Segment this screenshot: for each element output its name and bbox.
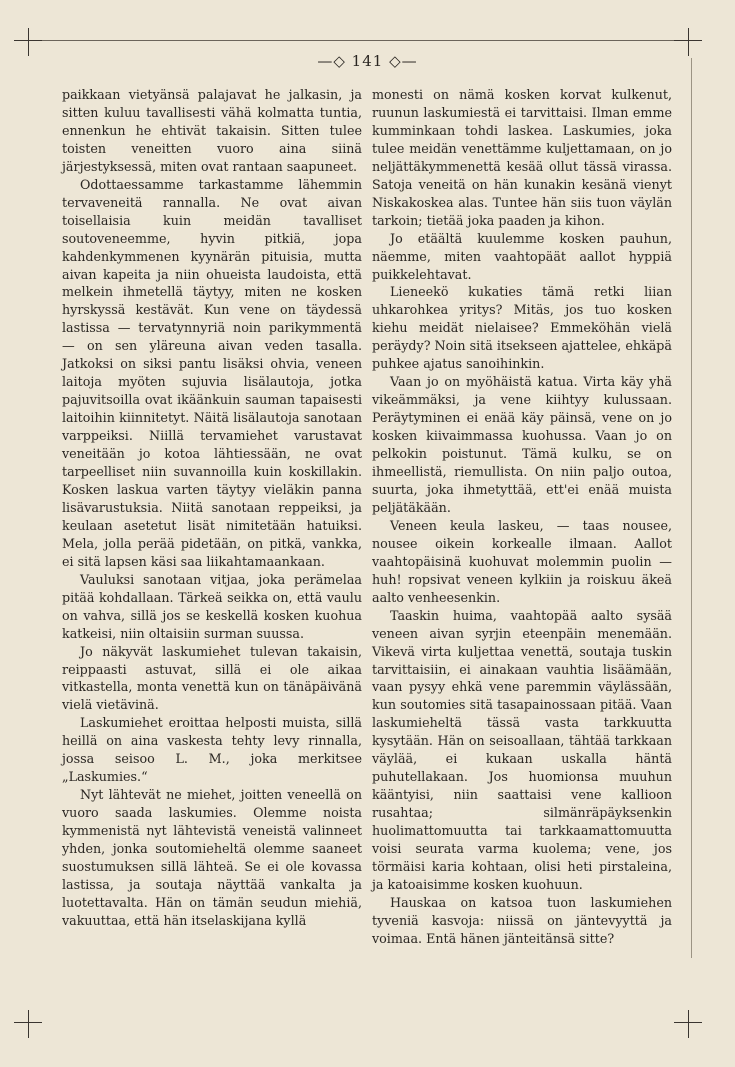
paragraph: Jo etäältä kuulemme kosken pauhun, näemme, miten vaahtopäät aallot hyppiä puikkelehtavat.	[372, 230, 672, 282]
paragraph: Lieneekö kukaties tämä retki liian uhkarohkea yritys? Mitäs, jos tuo kosken kiehu meidät nielaisee? Emmeköhän vielä peräydy? Noin sitä itsekseen ajattelee, ehkäpä puhkee ajatus sanoihinkin.	[372, 284, 672, 372]
left-column	[62, 86, 362, 930]
paragraph: Vaan jo on myöhäistä katua. Virta käy yhä vikeämmäksi, ja vene kiihtyy kulussaan. Peräytyminen ei enää käy päinsä, vene on jo kosken kiivaimmassa kuohussa. Vaan jo on pelkokin poistunut. Tämä kulku, se on ihmeellistä, riemullista. On niin paljo outoa, suurta, joka ihmetyttää, ett'ei enää muista peljätäkään.	[372, 374, 672, 515]
paragraph: Vauluksi sanotaan vitjaa, joka perämelaa pitää kohdallaan. Tärkeä seikka on, että vaulu on vahva, sillä jos se keskellä kosken kuohua katkeisi, niin oltaisiin surman suussa.	[62, 571, 362, 641]
paragraph: Taaskin huima, vaahtopää aalto sysää veneen aivan syrjin eteenpäin menemään. Vikevä virta kuljettaa venettä, soutaja tuskin tarvittaisiin, ei ainakaan vauhtia lisäämään, vaan pysyy ehkä vene paremmin väylässään, kun soutomies sitä tasapainossaan pitää. Vaan laskumieheltä tässä vasta tarkkuutta kysytään. Hän on seisoallaan, tähtää tarkkaan väylää, ei kukaan uskalla häntä puhutellakaan. Jos huomionsa muuhun kääntyisi, niin saattaisi vene kallioon rusahtaa; silmänräpäyksenkin huolimattomuutta tai tarkkaamattomuutta voisi seurata varma kuolema; vene, jos törmäisi karia kohtaan, olisi heti pirstaleina, ja katoaisimme kosken kuohuun.	[372, 607, 672, 892]
right-edge-line	[691, 58, 692, 958]
page-number: —◇ 141 ◇—	[317, 52, 418, 70]
top-rule	[42, 40, 674, 41]
paragraph: Veneen keula laskeu, — taas nousee, nousee oikein korkealle ilmaan. Aallot vaahtopäisinä kuohuvat molemmin puolin — huh! ropsivat veneen kylkiin ja roiskuu äkeä aalto venheesenkin.	[372, 517, 672, 605]
paragraph: Nyt lähtevät ne miehet, joitten veneellä on vuoro saada laskumies. Olemme noista kymmenistä nyt lähtevistä veneistä valinneet yhden, jonka soutomieheltä olemme saaneet suostumuksen sillä lähteä. Se ei ole kovassa lastissa, ja soutaja näyttää vankalta ja luotettavalta. Hän on tämän seudun miehiä, vakuuttaa, että hän itselaskijana kyllä	[62, 787, 362, 928]
paragraph: paikkaan vietyänsä palajavat he jalkasin, ja sitten kuluu tavallisesti vähä kolmatta tuntia, ennenkun he ehtivät takaisin. Sitten tulee toisten veneitten vuoro aina siinä järjestyksessä, miten ovat rantaan saapuneet.	[62, 87, 362, 174]
paragraph: Jo näkyvät laskumiehet tulevan takaisin, reippaasti astuvat, sillä ei ole aikaa vitkastella, monta venettä kun on tänäpäivänä vielä vietävinä.	[62, 643, 362, 713]
paragraph: Laskumiehet eroittaa helposti muista, sillä heillä on aina vaskesta tehty levy rinnalla, jossa seisoo L. M., joka merkitsee „Laskumies.“	[62, 715, 362, 785]
paragraph: monesti on nämä kosken korvat kulkenut, ruunun laskumiestä ei tarvittaisi. Ilman emme kumminkaan tohdi laskea. Laskumies, joka tulee meidän venettämme kuljettamaan, on jo neljättäkymmenettä kesää ollut tässä virassa. Satoja veneitä on hän kunakin kesänä vienyt Niskakoskea alas. Tuntee hän siis tuon väylän tarkoin; tietää joka paaden ja kihon.	[372, 87, 672, 228]
paragraph: Odottaessamme tarkastamme lähemmin tervaveneitä rannalla. Ne ovat aivan toisellaisia kuin meidän tavalliset soutoveneemme, hyvin pitkiä, jopa kahdenkymmenen kyynärän pituisia, mutta aivan kapeita ja niin ohueista laudoista, että melkein ihmetellä täytyy, miten ne kosken hyrskyssä kestävät. Kun vene on täydessä lastissa — tervatynnyriä noin parikymmentä — on sen yläreuna aivan veden tasalla. Jatkoksi on siksi pantu lisäksi ohvia, veneen laitoja myöten sujuvia lisälautoja, jotka pajuvitsoilla ovat ikäänkuin sauman tapaisesti laitoihin kiinnitetyt. Näitä lisälautoja sanotaan varppeiksi. Niillä tervamiehet varustavat veneitään jo kotoa lähtiessään, ne ovat tarpeelliset niin suvannoilla kuin koskillakin. Kosken laskua varten täytyy vieläkin panna lisävarustuksia. Niitä sanotaan reppeiksi, ja keulaan asetetut lisät nimitetään hatuiksi. Mela, jolla perää pidetään, on pitkä, vankka, ei sitä lapsen käsi saa liikahtamaankaan.	[62, 176, 362, 569]
paragraph: Hauskaa on katsoa tuon laskumiehen tyveniä kasvoja: niissä on jäntevyyttä ja voimaa. Entä hänen jänteitänsä sitte?	[372, 894, 672, 946]
right-column	[372, 86, 672, 948]
